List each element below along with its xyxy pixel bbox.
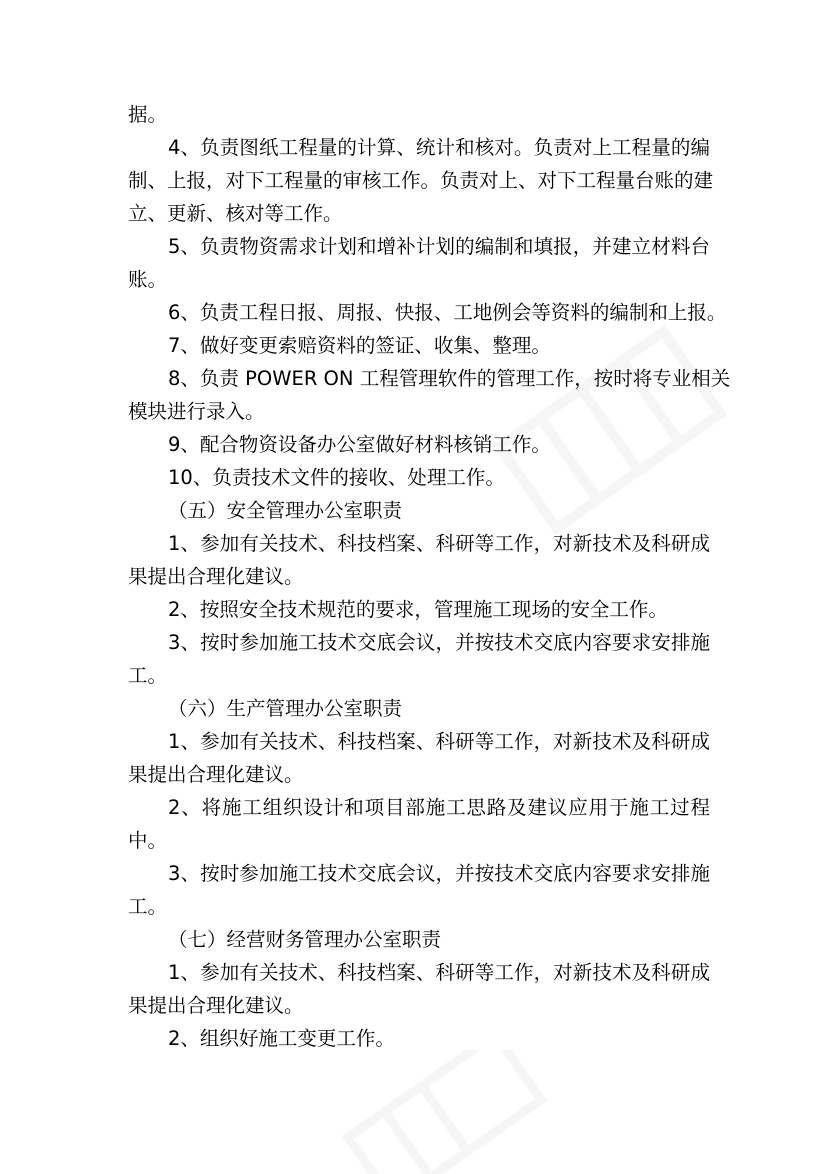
text-line: 1、参加有关技术、科技档案、科研等工作，对新技术及科研成 <box>168 532 710 555</box>
text-line: 5、负责物资需求计划和增补计划的编制和填报，并建立材料台 <box>168 235 710 258</box>
text-line: 1、参加有关技术、科技档案、科研等工作，对新技术及科研成 <box>168 961 710 984</box>
text-line: 10、负责技术文件的接收、处理工作。 <box>168 466 505 489</box>
text-line: 2、组织好施工变更工作。 <box>168 1027 395 1050</box>
text-line: 制、上报，对下工程量的审核工作。负责对上、对下工程量台账的建 <box>128 169 714 192</box>
section-heading: （六）生产管理办公室职责 <box>168 697 403 720</box>
text-line: 果提出合理化建议。 <box>128 994 304 1017</box>
text-line: 模块进行录入。 <box>128 400 265 423</box>
text-line: 3、按时参加施工技术交底会议，并按技术交底内容要求安排施 <box>168 631 710 654</box>
watermark-graphic <box>320 1050 560 1174</box>
text-line: 2、按照安全技术规范的要求，管理施工现场的安全工作。 <box>168 598 668 621</box>
text-line: 4、负责图纸工程量的计算、统计和核对。负责对上工程量的编 <box>168 136 710 159</box>
text-line: 立、更新、核对等工作。 <box>128 202 343 225</box>
section-heading: （七）经营财务管理办公室职责 <box>168 928 442 951</box>
text-line: 果提出合理化建议。 <box>128 565 304 588</box>
text-line: 果提出合理化建议。 <box>128 763 304 786</box>
text-line: 3、按时参加施工技术交底会议，并按技术交底内容要求安排施 <box>168 862 710 885</box>
text-line: 工。 <box>128 664 168 687</box>
text-line: 据。 <box>128 103 168 126</box>
text-line: 7、做好变更索赔资料的签证、收集、整理。 <box>168 334 551 357</box>
text-line: 1、参加有关技术、科技档案、科研等工作，对新技术及科研成 <box>168 730 710 753</box>
text-line: 2、将施工组织设计和项目部施工思路及建议应用于施工过程 <box>168 796 710 819</box>
text-line: 工。 <box>128 895 168 918</box>
text-line: 8、负责 POWER ON 工程管理软件的管理工作，按时将专业相关 <box>168 367 731 390</box>
text-line: 9、配合物资设备办公室做好材料核销工作。 <box>168 433 551 456</box>
text-line: 账。 <box>128 268 168 291</box>
text-line: 6、负责工程日报、周报、快报、工地例会等资料的编制和上报。 <box>168 301 727 324</box>
text-line: 中。 <box>128 829 168 852</box>
section-heading: （五）安全管理办公室职责 <box>168 499 403 522</box>
